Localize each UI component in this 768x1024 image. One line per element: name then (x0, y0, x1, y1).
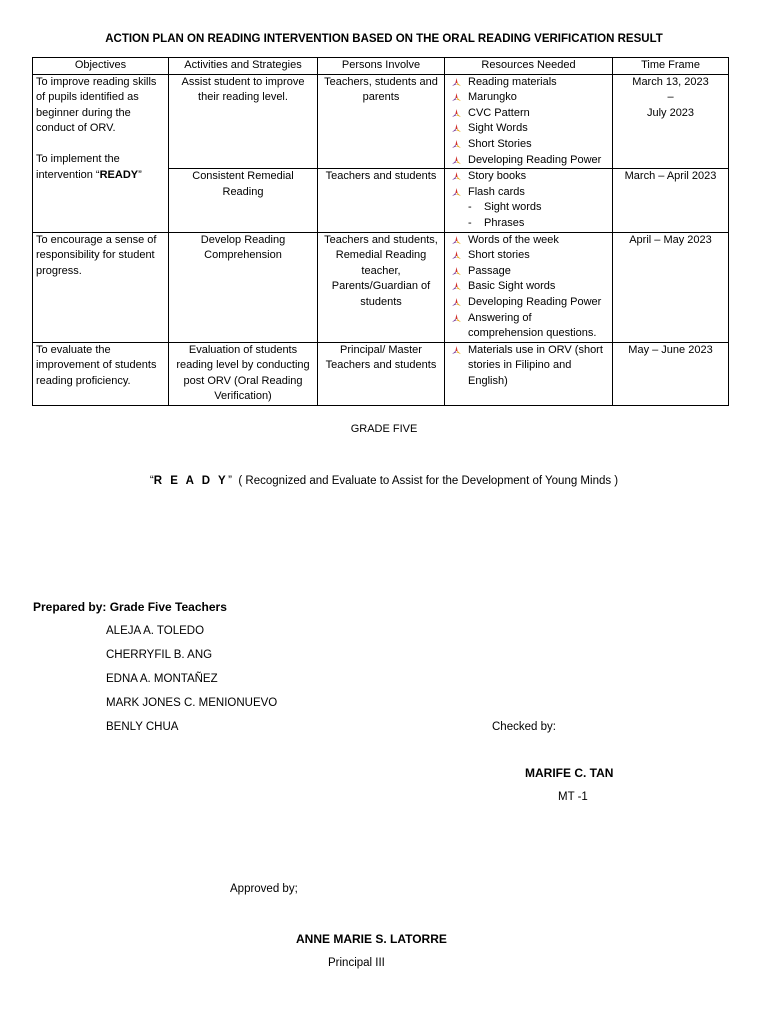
persons-cell: Principal/ Master Teachers and students (318, 342, 445, 405)
list-item: Reading materials (448, 75, 609, 91)
persons-cell: Teachers, students and parents (318, 74, 445, 169)
resources-cell (445, 169, 613, 232)
list-item: Materials use in ORV (short stories in Filipino and English) (448, 343, 609, 390)
ready-meaning: ( Recognized and Evaluate to Assist for the Development of Young Minds ) (238, 475, 619, 487)
arrowhead-bullet-icon (452, 93, 461, 102)
list-item: Developing Reading Power (448, 153, 609, 169)
ready-acronym: R E A D Y (153, 475, 229, 487)
arrowhead-bullet-icon (452, 236, 461, 245)
objective-text: To implement the intervention “READY” (36, 152, 142, 181)
list-item: Answering of comprehension questions. (448, 311, 609, 342)
time-frame-cell: April – May 2023 (613, 232, 729, 342)
teacher-name: EDNA A. MONTAÑEZ (106, 673, 218, 685)
ready-definition: “R E A D Y” ( Recognized and Evaluate to Assist for the Development of Young Minds ) (149, 475, 619, 487)
persons-cell: Teachers and students (318, 169, 445, 232)
document-title: ACTION PLAN ON READING INTERVENTION BASED ON THE ORAL READING VERIFICATION RESULT (105, 33, 663, 45)
persons-cell: Teachers and students, Remedial Reading teacher, Parents/Guardian of students (318, 232, 445, 342)
table-row (33, 74, 729, 169)
teacher-name: MARK JONES C. MENIONUEVO (106, 697, 278, 709)
arrowhead-bullet-icon (452, 78, 461, 87)
list-item: Sight Words (448, 121, 609, 137)
list-item: Marungko (448, 90, 609, 106)
list-item: Flash cards - Sight words - Phrases (448, 185, 609, 232)
objective-cell (33, 74, 169, 232)
header-resources: Resources Needed (445, 58, 613, 75)
list-item: Words of the week (448, 233, 609, 249)
teacher-name: CHERRYFIL B. ANG (106, 649, 213, 661)
time-frame-cell: March 13, 2023 – July 2023 (613, 74, 729, 169)
activity-cell: Consistent Remedial Reading (169, 169, 318, 232)
activity-cell: Evaluation of students reading level by conducting post ORV (Oral Reading Verification) (169, 342, 318, 405)
arrowhead-bullet-icon (452, 346, 461, 355)
sub-list-item: - Phrases (468, 216, 525, 229)
table-row (33, 232, 729, 342)
arrowhead-bullet-icon (452, 314, 461, 323)
grade-label: GRADE FIVE (350, 423, 418, 435)
ready-acronym: READY (99, 168, 139, 181)
arrowhead-bullet-icon (452, 156, 461, 165)
arrowhead-bullet-icon (452, 109, 461, 118)
approver-name: ANNE MARIE S. LATORRE (296, 932, 447, 946)
objective-cell: To encourage a sense of responsibility for student progress. (33, 232, 169, 342)
arrowhead-bullet-icon (452, 140, 461, 149)
checker-name: MARIFE C. TAN (525, 766, 614, 780)
time-frame-cell: May – June 2023 (613, 342, 729, 405)
activity-cell: Assist student to improve their reading level. (169, 74, 318, 169)
arrowhead-bullet-icon (452, 124, 461, 133)
objective-cell: To evaluate the improvement of students reading proficiency. (33, 342, 169, 405)
arrowhead-bullet-icon (452, 267, 461, 276)
list-item: Short stories (448, 248, 609, 264)
header-persons: Persons Involve (318, 58, 445, 75)
arrowhead-bullet-icon (452, 172, 461, 181)
list-item: Passage (448, 264, 609, 280)
checker-position: MT -1 (558, 791, 588, 803)
arrowhead-bullet-icon (452, 298, 461, 307)
table-row (33, 342, 729, 405)
resources-cell (445, 342, 613, 405)
header-time-frame: Time Frame (613, 58, 729, 75)
list-item: CVC Pattern (448, 106, 609, 122)
prepared-by-label: Prepared by: Grade Five Teachers (33, 600, 227, 614)
sub-list-item: - Sight words (468, 201, 542, 214)
activity-cell: Develop Reading Comprehension (169, 232, 318, 342)
header-objectives: Objectives (33, 58, 169, 75)
time-frame-cell: March – April 2023 (613, 169, 729, 232)
resources-cell (445, 74, 613, 169)
arrowhead-bullet-icon (452, 282, 461, 291)
arrowhead-bullet-icon (452, 188, 461, 197)
arrowhead-bullet-icon (452, 251, 461, 260)
list-item: Short Stories (448, 137, 609, 153)
list-item: Basic Sight words (448, 279, 609, 295)
header-activities: Activities and Strategies (169, 58, 318, 75)
list-item: Story books (448, 169, 609, 185)
approved-by-label: Approved by; (230, 883, 298, 895)
list-item: Developing Reading Power (448, 295, 609, 311)
table-header-row (33, 58, 729, 75)
teacher-name: ALEJA A. TOLEDO (106, 625, 205, 637)
approver-position: Principal III (328, 957, 385, 969)
teacher-name: BENLY CHUA (106, 721, 179, 733)
checked-by-label: Checked by: (492, 721, 556, 733)
action-plan-table (32, 57, 729, 406)
resources-cell (445, 232, 613, 342)
objective-text: To improve reading skills of pupils identified as beginner during the conduct of ORV. (36, 75, 157, 135)
